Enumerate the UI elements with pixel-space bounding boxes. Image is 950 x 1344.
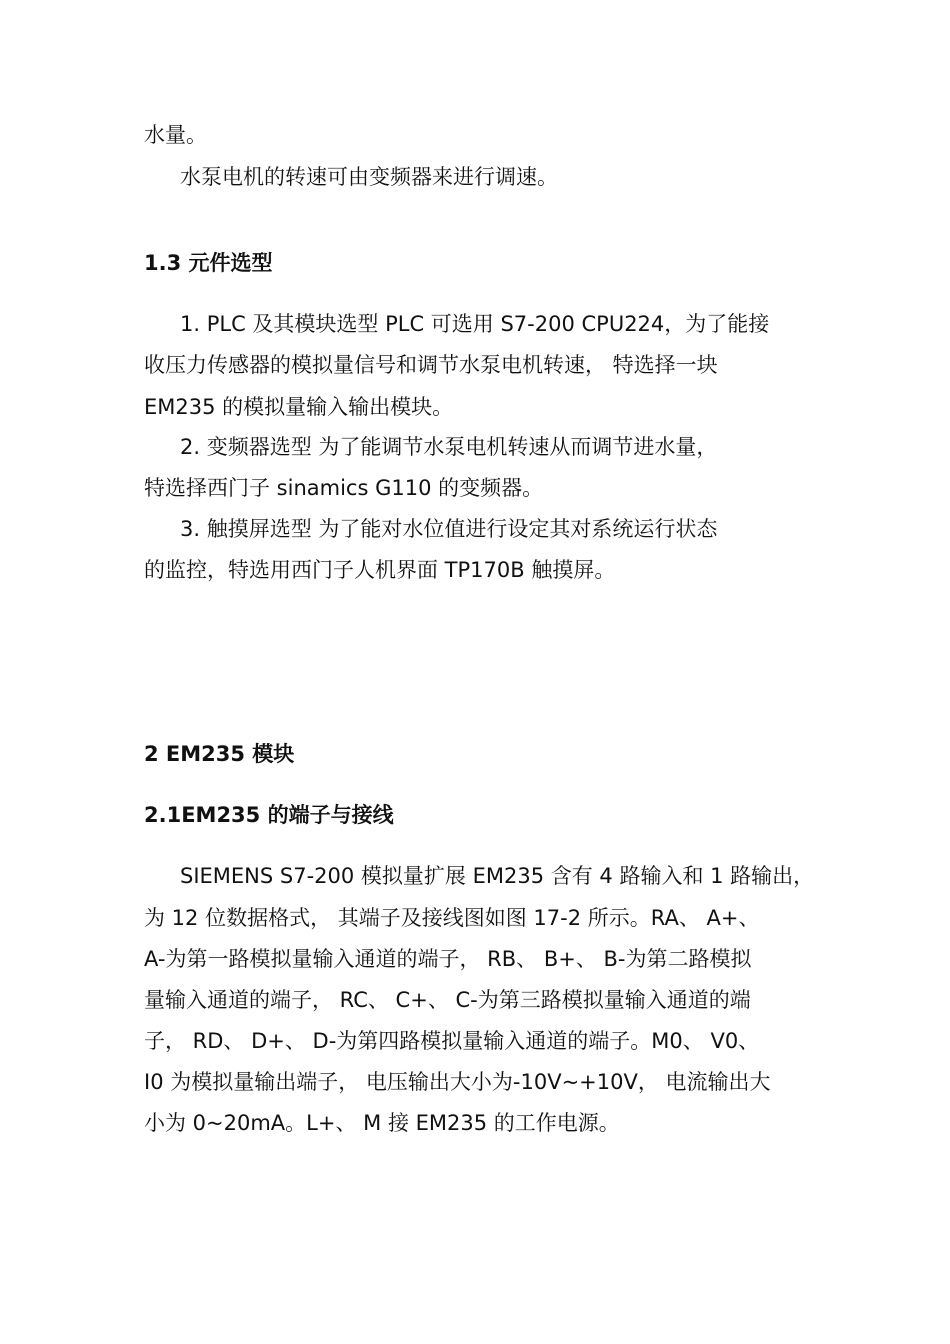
text-line: EM235 的模拟量输入输出模块。 xyxy=(144,395,454,419)
text-line: 3. 触摸屏选型 为了能对水位值进行设定其对系统运行状态 xyxy=(180,517,718,541)
text-line: 收压力传感器的模拟量信号和调节水泵电机转速， 特选择一块 xyxy=(144,353,718,377)
section-heading-2-1: 2.1EM235 的端子与接线 xyxy=(144,803,394,827)
text-line: 特选择西门子 sinamics G110 的变频器。 xyxy=(144,476,544,500)
text-line: 1. PLC 及其模块选型 PLC 可选用 S7-200 CPU224，为了能接 xyxy=(180,312,770,336)
section-heading-2: 2 EM235 模块 xyxy=(144,742,295,766)
text-line: SIEMENS S7-200 模拟量扩展 EM235 含有 4 路输入和 1 路输出， xyxy=(180,864,815,888)
text-line: 为 12 位数据格式， 其端子及接线图如图 17-2 所示。RA、 A+、 xyxy=(144,906,760,930)
text-line: 子， RD、 D+、 D-为第四路模拟量输入通道的端子。M0、 V0、 xyxy=(144,1029,760,1053)
section-heading-1-3: 1.3 元件选型 xyxy=(144,251,273,275)
text-line: I0 为模拟量输出端子， 电压输出大小为-10V~+10V， 电流输出大 xyxy=(144,1070,771,1094)
text-line: 水量。 xyxy=(144,123,207,147)
text-line: 2. 变频器选型 为了能调节水泵电机转速从而调节进水量， xyxy=(180,435,718,459)
text-line: 小为 0~20mA。L+、 M 接 EM235 的工作电源。 xyxy=(144,1111,620,1135)
text-line: 量输入通道的端子， RC、 C+、 C-为第三路模拟量输入通道的端 xyxy=(144,988,751,1012)
text-line: 水泵电机的转速可由变频器来进行调速。 xyxy=(180,165,558,189)
text-line: 的监控，特选用西门子人机界面 TP170B 触摸屏。 xyxy=(144,558,616,582)
text-line: A-为第一路模拟量输入通道的端子， RB、 B+、 B-为第二路模拟 xyxy=(144,947,752,971)
